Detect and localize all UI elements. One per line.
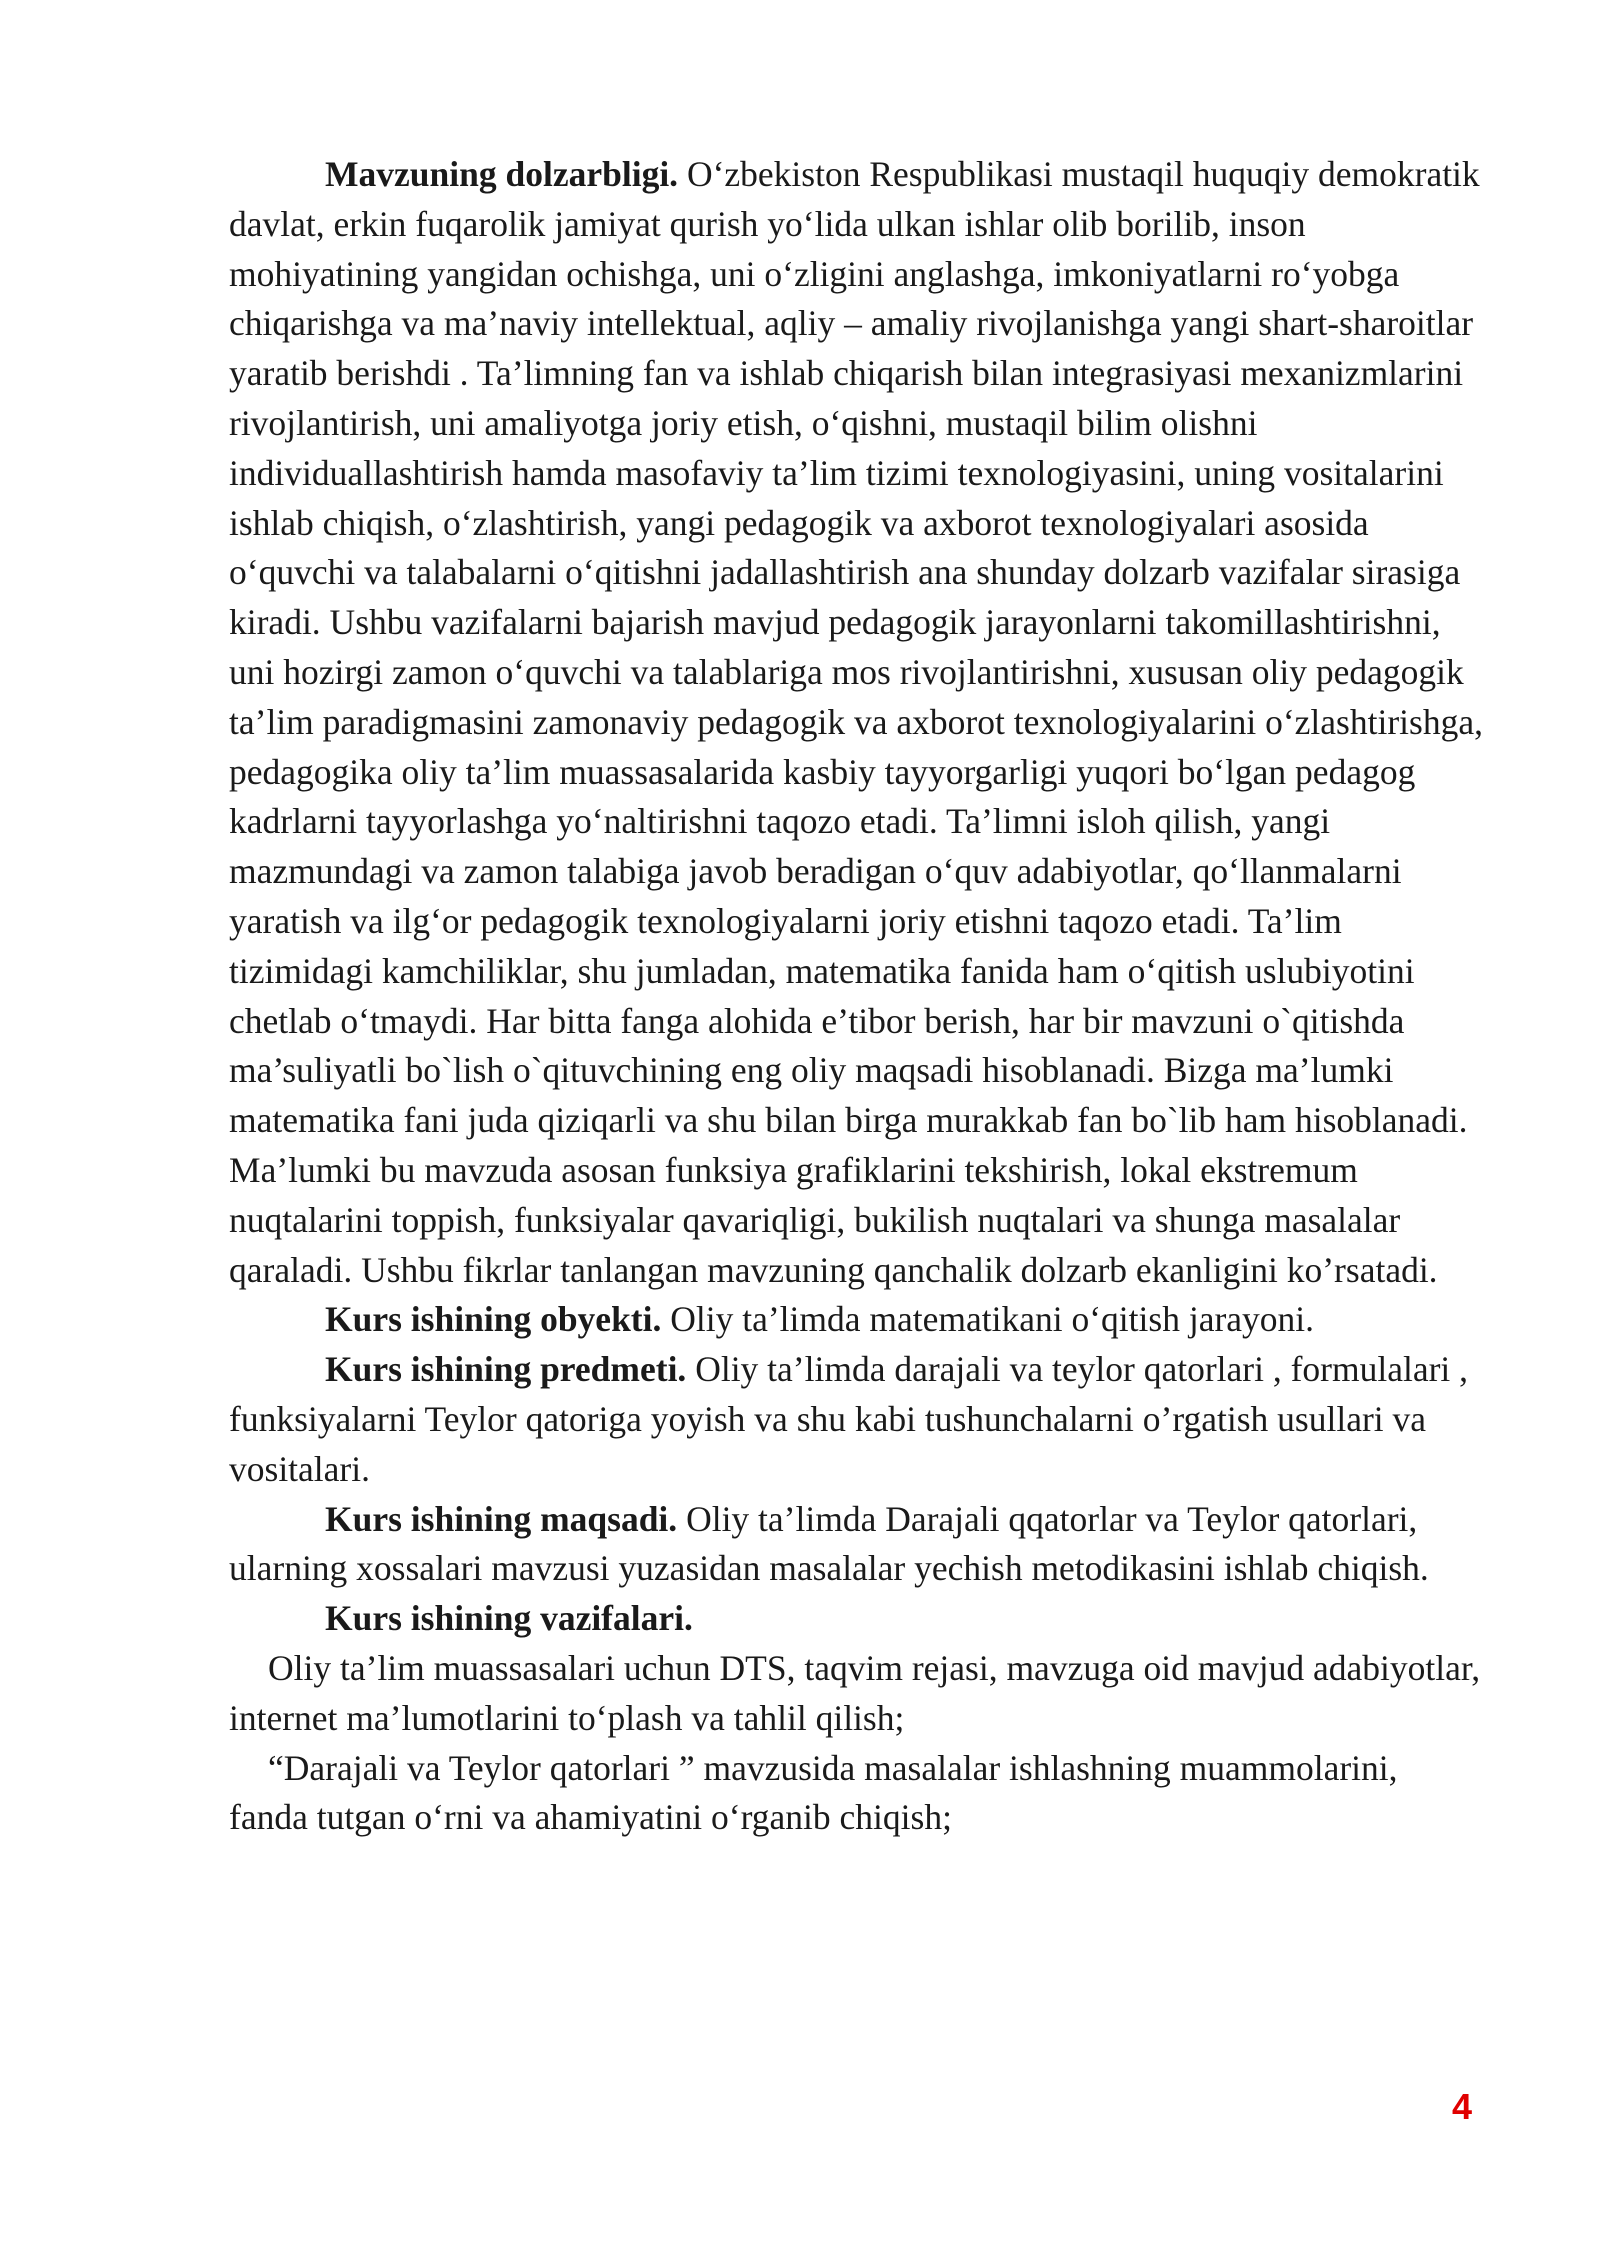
- paragraph-heading: Kurs ishining maqsadi.: [325, 1498, 678, 1539]
- task-item: “Darajali va Teylor qatorlari ” mavzusida masalalar ishlashning muammolarini, fanda tutgan o‘rni va ahamiyatini o‘rganib chiqish;: [229, 1747, 1398, 1838]
- page-number: 4: [1452, 2086, 1473, 2127]
- paragraph-heading: Mavzuning dolzarbligi.: [325, 154, 679, 194]
- paragraph-text: Oliy ta’limda darajali va teylor qatorlari , formulalari , funksiyalarni Teylor qatoriga yoyish va shu kabi tushunchalarni o’rgatish usullari va vositalari.: [229, 1349, 1469, 1489]
- task-item: Oliy ta’lim muassasalari uchun DTS, taqvim rejasi, mavzuga oid mavjud adabiyotlar, internet ma’lumotlarini to‘plash va tahlil qilish;: [229, 1647, 1481, 1738]
- paragraph-relevance: [229, 150, 1484, 1295]
- paragraph-object: [229, 1295, 1484, 1345]
- paragraph-tasks-heading: [229, 1594, 1484, 1644]
- paragraph-heading: Kurs ishining predmeti.: [325, 1349, 687, 1390]
- paragraph-text: O‘zbekiston Respublikasi mustaqil huquqiy demokratik davlat, erkin fuqarolik jamiyat qurish yo‘lida ulkan ishlar olib borilib, inson mohiyatining yangidan ochishga, uni o‘zligini anglashga, imkoniyatlarni ro‘yobga chiqarishga va ma’naviy intellektual, aqliy – amaliy rivojlanishga yangi shart-sharoitlar yaratib berishdi . Ta’limning fan va ishlab chiqarish bilan integrasiyasi mexanizmlarini rivojlantirish, uni amaliyotga joriy etish, o‘qishni, mustaqil bilim olishni individuallashtirish hamda masofaviy ta’lim tizimi texnologiyasini, uning vositalarini ishlab chiqish, o‘zlashtirish, yangi pedagogik va axborot texnologiyalari asosida o‘quvchi va talabalarni o‘qitishni jadallashtirish ana shunday dolzarb vazifalar sirasiga kiradi. Ushbu vazifalarni bajarish mavjud pedagogik jarayonlarni takomillashtirishni, uni hozirgi zamon o‘quvchi va talablariga mos rivojlantirishni, xususan oliy pedagogik ta’lim paradigmasini zamonaviy pedagogik va axborot texnologiyalarini o‘zlashtirishga, pedagogika oliy ta’lim muassasalarida kasbiy tayyorgarligi yuqori bo‘lgan pedagog kadrlarni tayyorlashga yo‘naltirishni taqozo etadi. Ta’limni isloh qilish, yangi mazmundagi va zamon talabiga javob beradigan o‘quv adabiyotlar, qo‘llanmalarni yaratish va ilg‘or pedagogik texnologiyalarni joriy etishni taqozo etadi. Ta’lim tizimidagi kamchiliklar, shu jumladan, matematika fanida ham o‘qitish uslubiyotini chetlab o‘tmaydi. Har bitta fanga alohida e’tibor berish, har bir mavzuni o`qitishda ma’suliyatli bo`lish o`qituvchining eng oliy maqsadi hisoblanadi. Bizga ma’lumki matematika fani juda qiziqarli va shu bilan birga murakkab fan bo`lib ham hisoblanadi. Ma’lumki bu mavzuda asosan funksiya grafiklarini tekshirish, lokal ekstremum nuqtalarini toppish, funksiyalar qavariqligi, bukilish nuqtalari va shunga masalalar qaraladi. Ushbu fikrlar tanlangan mavzuning qanchalik dolzarb ekanligini ko’rsatadi.: [229, 154, 1483, 1290]
- document-body: [229, 150, 1484, 1843]
- paragraph-subject: [229, 1345, 1484, 1494]
- paragraph-heading: Kurs ishining obyekti.: [325, 1299, 662, 1340]
- paragraph-heading: Kurs ishining vazifalari.: [325, 1598, 693, 1639]
- paragraph-text: Oliy ta’limda matematikani o‘qitish jarayoni.: [661, 1299, 1315, 1340]
- paragraph-goal: [229, 1495, 1484, 1595]
- paragraph-text: Oliy ta’limda Darajali qqatorlar va Teylor qatorlari, ularning xossalari mavzusi yuzasidan masalalar yechish metodikasini ishlab chiqish.: [229, 1498, 1429, 1589]
